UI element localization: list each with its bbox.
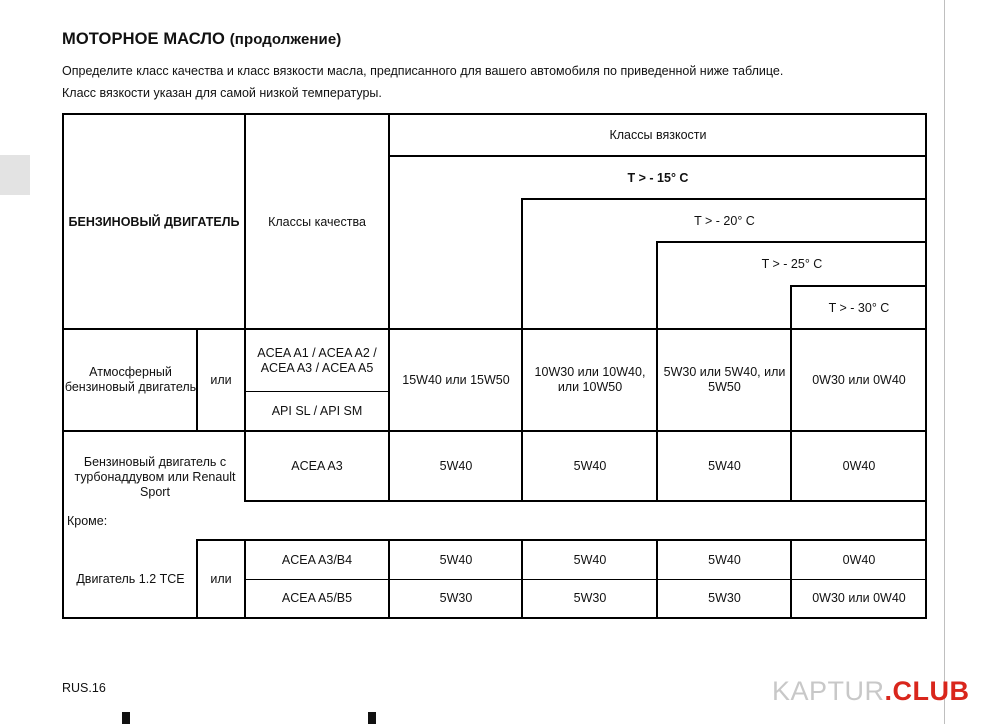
except-label: Кроме: bbox=[67, 514, 108, 528]
temp-25: T > - 25° C bbox=[761, 257, 823, 271]
page-title: МОТОРНОЕ МАСЛО (продолжение) bbox=[62, 30, 342, 48]
temp-20: T > - 20° C bbox=[694, 213, 755, 228]
rule bbox=[62, 113, 927, 115]
rule bbox=[246, 579, 927, 580]
watermark-logo: KAPTUR.CLUB bbox=[772, 676, 970, 706]
turbo-value-20: 5W40 bbox=[573, 458, 607, 473]
turbo-value-30: 0W40 bbox=[842, 458, 876, 473]
tce-b4-value-25: 5W40 bbox=[708, 552, 741, 567]
section-tab bbox=[0, 155, 30, 195]
tce-b5-value-25: 5W30 bbox=[708, 591, 741, 605]
engine-atmo: Атмосферный бензиновый двигатель bbox=[64, 365, 197, 394]
rule bbox=[62, 113, 64, 619]
atmo-value-15: 15W40 или 15W50 bbox=[402, 372, 510, 387]
tce-b4-value-30: 0W40 bbox=[842, 552, 876, 567]
quality-atmo-api: API SL / API SM bbox=[271, 403, 363, 418]
rule bbox=[388, 155, 927, 157]
rule bbox=[196, 539, 198, 619]
quality-turbo: ACEA A3 bbox=[291, 458, 343, 473]
intro-line-1: Определите класс качества и класс вязкости масла, предписанного для вашего автомобиля по приведенной ниже таблице. bbox=[62, 64, 784, 78]
rule bbox=[62, 328, 927, 330]
rule bbox=[196, 539, 246, 541]
rule bbox=[244, 500, 927, 502]
rule bbox=[790, 285, 927, 287]
rule bbox=[388, 113, 390, 502]
atmo-value-30: 0W30 или 0W40 bbox=[812, 372, 906, 387]
rule bbox=[521, 198, 927, 200]
tce-b5-value-30: 0W30 или 0W40 bbox=[812, 591, 906, 605]
turbo-value-15: 5W40 bbox=[439, 458, 473, 473]
or-label-tce: или bbox=[210, 571, 232, 586]
rule bbox=[244, 539, 927, 541]
rule bbox=[62, 430, 927, 432]
viscosity-header: Классы вязкости bbox=[609, 128, 707, 142]
atmo-value-25: 5W30 или 5W40, или 5W50 bbox=[663, 365, 786, 394]
tce-b5-value-15: 5W30 bbox=[439, 591, 473, 605]
temp-30: T > - 30° C bbox=[828, 300, 890, 315]
rule bbox=[196, 328, 198, 430]
rule bbox=[521, 198, 523, 502]
page-number: RUS.16 bbox=[62, 681, 106, 695]
tce-b5-value-20: 5W30 bbox=[573, 591, 607, 605]
atmo-value-20: 10W30 или 10W40, или 10W50 bbox=[534, 365, 646, 394]
quality-atmo-acea: ACEA A1 / ACEA A2 / ACEA A3 / ACEA A5 bbox=[257, 345, 377, 375]
engine-header: БЕНЗИНОВЫЙ ДВИГАТЕЛЬ bbox=[68, 214, 240, 229]
crop-mark bbox=[122, 712, 130, 724]
tce-b4-value-15: 5W40 bbox=[439, 552, 473, 567]
rule bbox=[925, 113, 927, 619]
tce-b4-value-20: 5W40 bbox=[573, 552, 607, 567]
quality-header: Классы качества bbox=[268, 214, 366, 229]
quality-tce-b5: ACEA A5/B5 bbox=[281, 591, 353, 605]
rule bbox=[246, 391, 388, 392]
rule bbox=[790, 285, 792, 502]
turbo-value-25: 5W40 bbox=[708, 458, 741, 473]
quality-tce-b4: ACEA A3/B4 bbox=[281, 552, 353, 567]
rule bbox=[62, 617, 927, 619]
page-edge-rule bbox=[944, 0, 945, 724]
rule bbox=[656, 241, 927, 243]
rule bbox=[244, 113, 246, 502]
or-label-atmo: или bbox=[210, 372, 232, 387]
temp-15: T > - 15° C bbox=[627, 170, 689, 185]
rule bbox=[656, 241, 658, 502]
engine-turbo: Бензиновый двигатель с турбонаддувом или Renault Sport bbox=[74, 454, 236, 499]
engine-tce: Двигатель 1.2 TCE bbox=[76, 571, 185, 586]
crop-mark bbox=[368, 712, 376, 724]
intro-line-2: Класс вязкости указан для самой низкой температуры. bbox=[62, 86, 382, 100]
